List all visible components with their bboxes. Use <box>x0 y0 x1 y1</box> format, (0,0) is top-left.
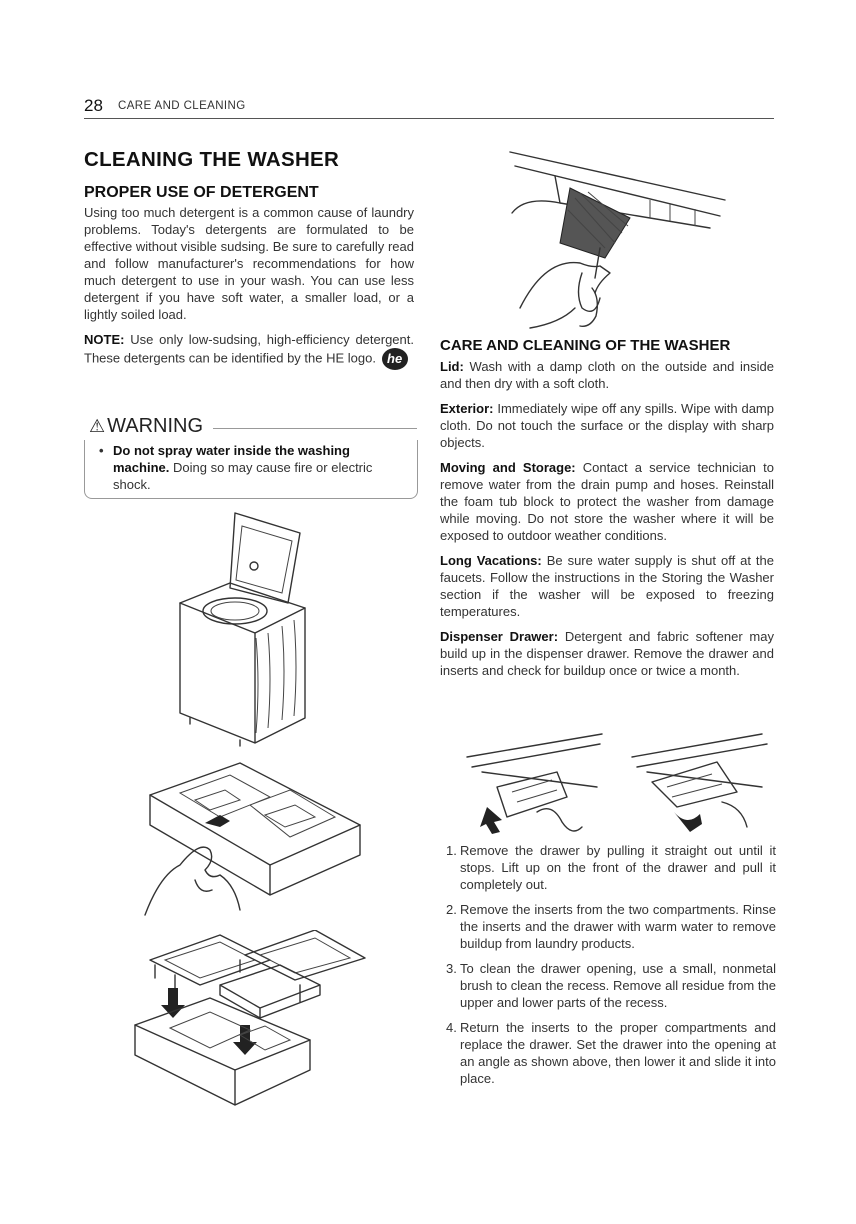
care-text-moving: Contact a service technician to remove water from the drain pump and hoses. Reinstall the foam tub block to protect the washer from damage while moving. Do not store the washer where it will be exposed to outdoor weather conditions. <box>440 460 774 543</box>
warning-triangle-icon: ⚠ <box>89 416 106 436</box>
right-column <box>440 337 774 687</box>
step-number: 1. <box>446 843 457 858</box>
drawer-inserts-illustration <box>130 930 370 1110</box>
note-text: Use only low-sudsing, high-efficiency detergent. These detergents can be identified by the HE logo. <box>84 332 414 366</box>
step-text: Remove the inserts from the two compartments. Rinse the inserts and the drawer with warm water to remove buildup from laundry products. <box>460 902 776 951</box>
drawer-lift-view <box>632 734 767 832</box>
care-item-moving <box>440 459 774 544</box>
care-item-dispenser <box>440 628 774 679</box>
care-label-dispenser: Dispenser Drawer: <box>440 629 559 644</box>
drawer-removal-illustration <box>462 732 782 842</box>
brush-cleaning-illustration <box>500 148 730 338</box>
warning-title: WARNING <box>107 415 204 437</box>
care-heading: CARE AND CLEANING OF THE WASHER <box>440 337 731 354</box>
step-text: Return the inserts to the proper compartments and replace the drawer. Set the drawer into the opening at an angle as shown above, then lower it and slide it into place. <box>460 1020 776 1086</box>
list-item <box>446 1019 776 1087</box>
washer-illustration <box>170 508 320 748</box>
care-label-lid: Lid: <box>440 359 464 374</box>
care-label-exterior: Exterior: <box>440 401 494 416</box>
step-number: 4. <box>446 1020 457 1035</box>
list-item <box>446 901 776 952</box>
drawer-steps-list <box>446 842 776 1095</box>
he-logo-icon: he <box>382 348 408 370</box>
note-paragraph <box>84 331 414 370</box>
page-title: CLEANING THE WASHER <box>84 148 340 171</box>
warning-header <box>89 415 209 438</box>
list-item <box>446 960 776 1011</box>
list-item <box>446 842 776 893</box>
care-label-vacations: Long Vacations: <box>440 553 542 568</box>
left-column <box>84 148 414 378</box>
care-text-dispenser: Detergent and fabric softener may build up in the dispenser drawer. Remove the drawer and inserts and check for buildup once or twice a month. <box>440 629 774 678</box>
step-number: 2. <box>446 902 457 917</box>
warning-body <box>99 442 404 493</box>
care-label-moving: Moving and Storage: <box>440 460 576 475</box>
step-number: 3. <box>446 961 457 976</box>
page-number: 28 <box>84 96 103 115</box>
page-header <box>84 96 774 119</box>
warning-bold-text: Do not spray water inside the washing machine. <box>113 443 350 475</box>
step-text: Remove the drawer by pulling it straight out until it stops. Lift up on the front of the drawer and pull it completely out. <box>460 843 776 892</box>
bullet-icon: • <box>99 443 104 458</box>
care-text-vacations: Be sure water supply is shut off at the faucets. Follow the instructions in the Storing the Washer section if the washer will be exposed to freezing temperatures. <box>440 553 775 619</box>
detergent-paragraph: Using too much detergent is a common cause of laundry problems. Today's detergents are formulated to be effective without visible sudsing. Be sure to carefully read and follow manufacturer's recommendations for how much detergent to use in your wash. You can use less detergent if you have soft water, a smaller load, or a lightly soiled load. <box>84 205 414 322</box>
note-label: NOTE: <box>84 332 125 347</box>
warning-divider <box>213 428 417 429</box>
step-text: To clean the drawer opening, use a small, nonmetal brush to clean the recess. Remove all residue from the upper and lower parts of the recess. <box>460 961 776 1010</box>
warning-box <box>84 415 418 499</box>
care-item-lid <box>440 358 774 392</box>
warning-text: Doing so may cause fire or electric shock. <box>113 460 373 492</box>
drawer-pull-view <box>467 734 602 834</box>
care-item-exterior <box>440 400 774 451</box>
dispenser-drawer-illustration <box>140 755 365 920</box>
care-text-exterior: Immediately wipe off any spills. Wipe with damp cloth. Do not touch the surface or the display with sharp objects. <box>440 401 774 450</box>
section-name: CARE AND CLEANING <box>118 100 246 112</box>
care-text-lid: Wash with a damp cloth on the outside and inside and then dry with a soft cloth. <box>440 359 774 391</box>
care-item-vacations <box>440 552 774 620</box>
detergent-heading: PROPER USE OF DETERGENT <box>84 184 319 201</box>
